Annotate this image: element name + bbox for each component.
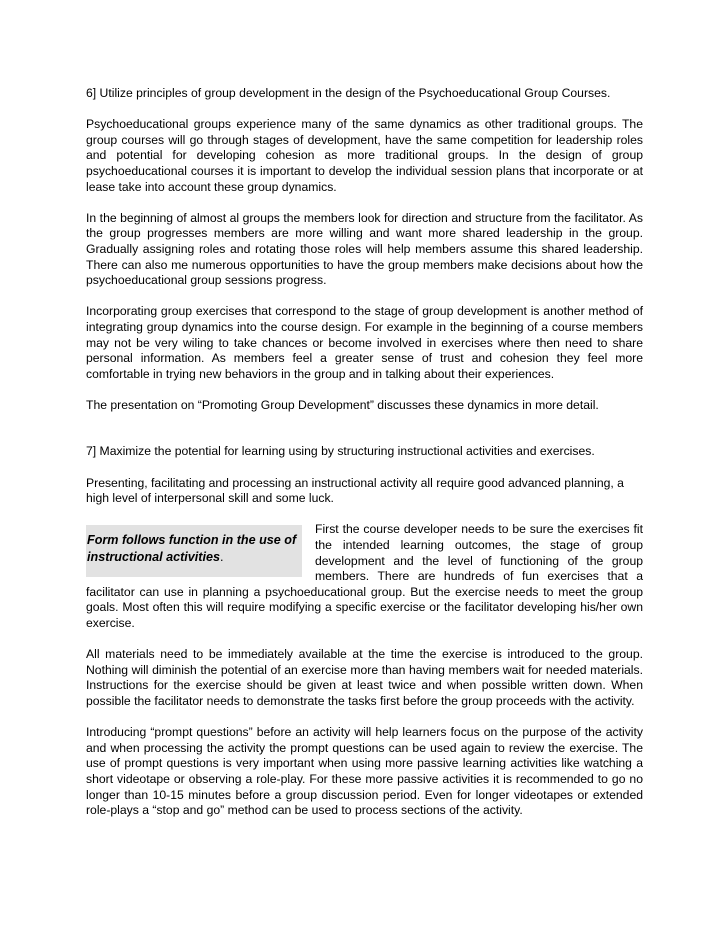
section-7-float-paragraph: First the course developer needs to be sure the exercises fit the intended learning outcomes, the stage of group development and the level of functioning of the group members. There are hundreds of fun exercises that a facilitator can use in planning a psychoeducational group. But the exercise needs to meet the group goals. Most often this will require modifying a specific exercise or the facilitator developing his/her own exercise. [86, 522, 643, 630]
section-6-paragraph-1: Psychoeducational groups experience many of the same dynamics as other traditional groups. The group courses will go through stages of development, have the same competition for leadership roles and potential for developing cohesion as more traditional groups. In the design of group psychoeducational courses it is important to develop the individual session plans that incorporate or at lease take into account these group dynamics. [86, 117, 643, 194]
section-6-paragraph-2: In the beginning of almost al groups the members look for direction and structure from the facilitator. As the group progresses members are more willing and want more shared leadership in the group. Gradually assigning roles and rotating those roles will help members assume this shared leadership. There can also me numerous opportunities to have the group members make decisions about how the psychoeducational group sessions progress. [86, 210, 643, 288]
callout-suffix: . [219, 550, 224, 565]
callout-block [86, 522, 643, 647]
callout-box [86, 525, 302, 577]
section-6-paragraph-4: The presentation on “Promoting Group Development” discusses these dynamics in more detail. [86, 397, 599, 412]
callout-text: Form follows function in the use of instructional activities [87, 533, 297, 565]
section-7-paragraph-1: All materials need to be immediately available at the time the exercise is introduced to the group. Nothing will diminish the potential of an exercise more than having members wait for needed materials. Instructions for the exercise should be given at least twice and when possible written down. When possible the facilitator needs to demonstrate the tasks first before the group proceeds with the activity. [86, 647, 643, 708]
section-7-intro: Presenting, facilitating and processing an instructional activity all require good advanced planning, a high level of interpersonal skill and some luck. [86, 475, 624, 506]
section-6-heading: 6] Utilize principles of group development in the design of the Psychoeducational Group Courses. [86, 86, 611, 100]
section-6-paragraph-3: Incorporating group exercises that correspond to the stage of group development is another method of integrating group dynamics into the course design. For example in the beginning of a course members may not be very wiling to take chances or become involved in exercises where then need to share personal information. As members feel a greater sense of trust and cohesion they feel more comfortable in trying new behaviors in the group and in talking about their experiences. [86, 304, 643, 381]
section-7-paragraph-2: Introducing “prompt questions” before an activity will help learners focus on the purpose of the activity and when processing the activity the prompt questions can be used again to review the exercise. The use of prompt questions is very important when using more passive learning activities like watching a short videotape or observing a role-play. For these more passive activities it is recommended to go no longer than 10-15 minutes before a group discussion period. Even for longer videotapes or extended role-plays a “stop and go” method can be used to process sections of the activity. [86, 725, 643, 818]
section-7-heading: 7] Maximize the potential for learning using by structuring instructional activities and exercises. [86, 444, 595, 459]
document-page [86, 86, 643, 834]
